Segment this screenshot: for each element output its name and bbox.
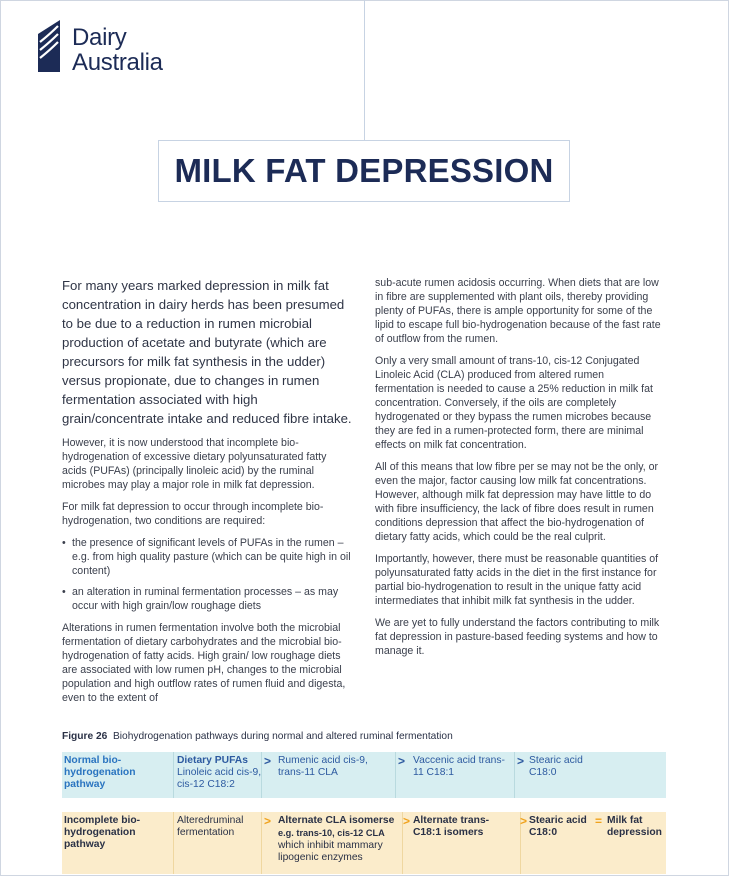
alternate-trans-step: Alternate trans-C18:1 isomers	[413, 815, 490, 838]
incomplete-pathway-row	[62, 812, 666, 874]
divider	[261, 812, 262, 874]
altered-fermentation-step: Alteredruminal fermentation	[177, 815, 244, 838]
brand-name	[72, 25, 163, 75]
figure-caption	[62, 731, 453, 742]
title-box	[158, 140, 570, 202]
alternate-cla-title: Alternate CLA isomerse	[278, 815, 395, 826]
chevron-right-icon: >	[264, 814, 272, 828]
divider	[173, 752, 174, 798]
equals-sign: =	[595, 814, 603, 828]
vaccenic-acid-step: Vaccenic acid trans-11 C18:1	[413, 755, 505, 778]
dietary-pufas-step	[177, 755, 263, 791]
right-paragraph-1: sub-acute rumen acidosis occurring. When diets that are low in fibre are supplemented with plant oils, thereby providing plenty of PUFAs, there is ample opportunity for some of the lipid to escape full bio-hydrogenation because of the fast rate of outflow from the rumen.	[375, 277, 661, 345]
left-column	[62, 276, 354, 713]
right-paragraph-3: All of this means that low fibre per se may not be the only, or even the major, factor causing low milk fat concentrations. However, although milk fat depression may have little to do with fibre insufficiency, the lack of fibre does result in rumen conditions depression that affect the bio-hydrogenation of dietary fatty acids, which could be the real culprit.	[375, 461, 659, 543]
right-column	[375, 276, 665, 666]
brand-line-2: Australia	[72, 49, 163, 76]
header-divider	[364, 0, 365, 141]
stearic-acid-step: Stearic acid C18:0	[529, 815, 587, 838]
page-title: MILK FAT DEPRESSION	[174, 152, 554, 189]
logo-mark-icon	[38, 20, 66, 72]
right-paragraph-4: Importantly, however, there must be reasonable quantities of polyunsaturated fatty acids in the diet in the first instance for partial bio-hydrogenation to result in the unique fatty acid intermediates that inhibit milk fat synthesis in the udder.	[375, 553, 659, 607]
lead-paragraph: For many years marked depression in milk fat concentration in dairy herds has been presumed to be due to a reduction in rumen microbial production of acetate and butyrate (which are precursors for milk fat synthesis in the udder) versus propionate, due to changes in rumen fermentation associated with high grain/concentrate intake and reduced fibre intake.	[62, 278, 352, 426]
divider	[395, 752, 396, 798]
figure-label: Figure 26	[62, 731, 108, 742]
chevron-right-icon: >	[398, 754, 406, 768]
brand-line-1: Dairy	[72, 24, 127, 51]
chevron-right-icon: >	[403, 814, 411, 828]
divider	[514, 752, 515, 798]
alternate-cla-example: e.g. trans-10, cis-12 CLA	[278, 828, 385, 838]
left-paragraph-2: For milk fat depression to occur through incomplete bio-hydrogenation, two conditions are required:	[62, 501, 324, 527]
chevron-right-icon: >	[264, 754, 272, 768]
left-paragraph-3: Alterations in rumen fermentation involve both the microbial fermentation of dietary carbohydrates and the microbial bio-hydrogenation of fatty acids. High grain/ low roughage diets are associated with low rumen pH, changes to the microbial population and high outflow rates of rumen fluid and digesta, even to the extent of	[62, 622, 346, 704]
stearic-acid-step: Stearic acid C18:0	[529, 755, 583, 778]
chevron-right-icon: >	[517, 754, 525, 768]
incomplete-pathway-label: Incomplete bio-hydrogenation pathway	[64, 815, 141, 850]
dietary-pufas-title: Dietary PUFAs	[177, 755, 248, 766]
chevron-right-icon: >	[520, 814, 528, 828]
conditions-list	[62, 536, 354, 613]
alternate-cla-step	[278, 815, 402, 864]
normal-pathway-row	[62, 752, 666, 798]
divider	[173, 812, 174, 874]
divider	[261, 752, 262, 798]
list-item: • an alteration in ruminal fermentation processes – as may occur with high grain/low roughage diets	[62, 585, 354, 613]
list-item: • the presence of significant levels of PUFAs in the rumen – e.g. from high quality pasture (which can be quite high in oil content)	[62, 536, 354, 578]
rumenic-acid-step: Rumenic acid cis-9, trans-11 CLA	[278, 755, 368, 778]
normal-pathway-label: Normal bio-hydrogenation pathway	[64, 755, 136, 790]
left-paragraph-1: However, it is now understood that incomplete bio-hydrogenation of excessive dietary polyunsaturated fatty acids (PUFAs) (principally linoleic acid) by the ruminal microbes may play a major role in milk fat depression.	[62, 437, 327, 491]
dietary-pufas-text: Linoleic acid cis-9, cis-12 C18:2	[177, 767, 262, 790]
alternate-cla-text: which inhibit mammary lipogenic enzymes	[278, 840, 383, 863]
right-paragraph-2: Only a very small amount of trans-10, cis-12 Conjugated Linoleic Acid (CLA) produced from altered rumen fermentation is needed to cause a 25% reduction in milk fat concentration. Conversely, if the oils are completely hydrogenated or they bypass the rumen microbes because they are fed in a rumen-protected form, there are minimal effects on milk fat concentration.	[375, 355, 653, 451]
right-paragraph-5: We are yet to fully understand the factors contributing to milk fat depression in pasture-based feeding systems and how to manage it.	[375, 617, 660, 657]
figure-caption-text: Biohydrogenation pathways during normal and altered ruminal fermentation	[112, 731, 453, 742]
milk-fat-depression-result: Milk fat depression	[607, 815, 662, 838]
